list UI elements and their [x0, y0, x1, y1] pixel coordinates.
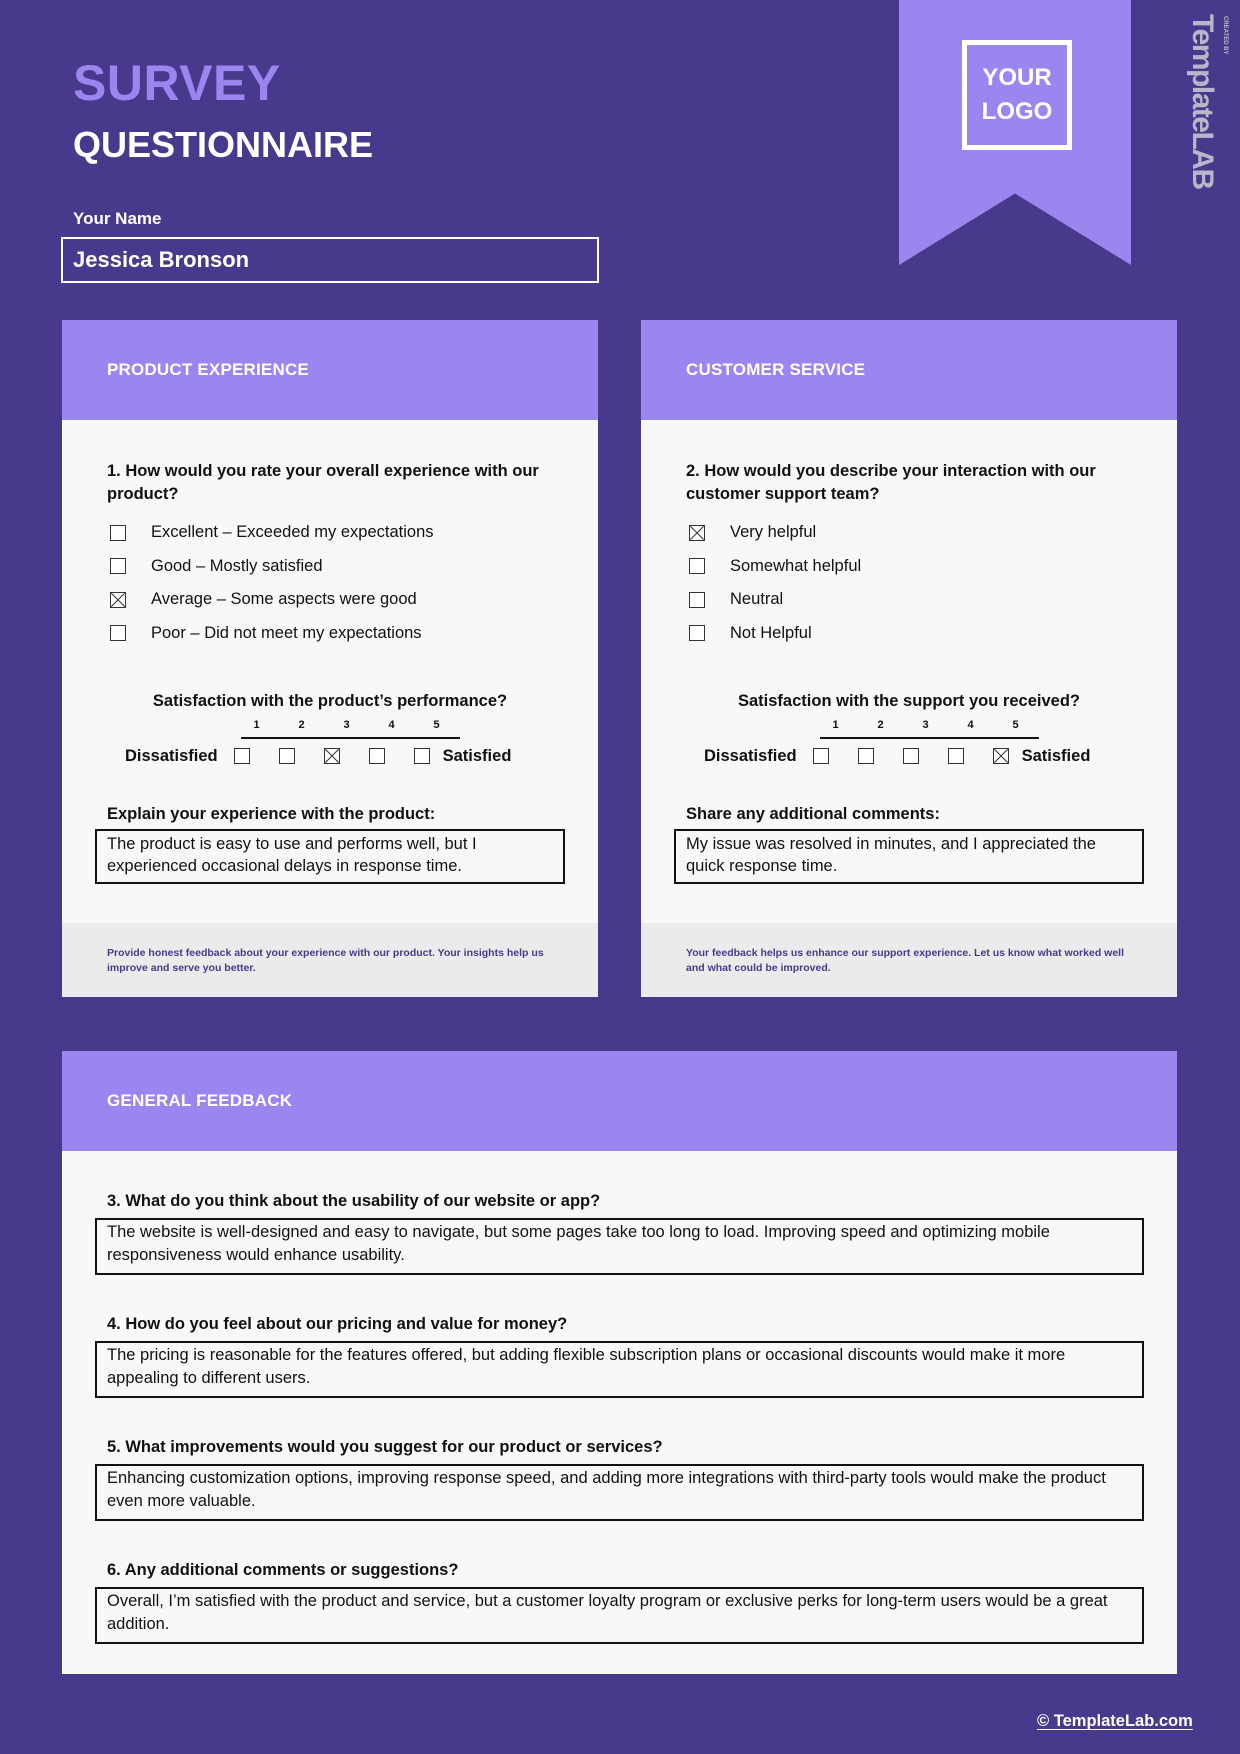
customer-service-header: CUSTOMER SERVICE: [641, 320, 1177, 420]
scale-number: 1: [253, 719, 260, 731]
scale-divider: [820, 737, 1039, 739]
general-feedback-header: GENERAL FEEDBACK: [62, 1051, 1177, 1151]
option-not-helpful[interactable]: [686, 617, 1132, 651]
scale-checkbox-4[interactable]: [948, 748, 964, 764]
questionnaire-title: QUESTIONNAIRE: [73, 124, 374, 165]
product-experience-header: PRODUCT EXPERIENCE: [62, 320, 598, 420]
scale-number: 4: [967, 719, 974, 731]
support-satisfaction-scale: [686, 715, 1132, 775]
option-neutral[interactable]: [686, 583, 1132, 617]
product-scale-title: Satisfaction with the product’s performance?: [152, 692, 508, 710]
scale-checkbox-2[interactable]: [279, 748, 295, 764]
answer-4-field[interactable]: The pricing is reasonable for the features offered, but adding flexible subscription plans or occasional discounts would make it more appealing to different users.: [95, 1341, 1144, 1398]
scale-checkbox-2[interactable]: [858, 748, 874, 764]
feedback-item-6: [107, 1559, 1132, 1644]
option-label: Good – Mostly satisfied: [151, 556, 323, 575]
watermark-created-by: CREATED BY: [1222, 16, 1228, 55]
scale-checkbox-3-checked[interactable]: [324, 748, 340, 764]
scale-numbers: [813, 719, 1038, 731]
checked-checkbox-icon[interactable]: [689, 525, 705, 541]
checkbox-icon[interactable]: [689, 592, 705, 608]
option-excellent[interactable]: [107, 516, 553, 550]
explain-label: Explain your experience with the product:: [107, 805, 436, 823]
option-good[interactable]: [107, 550, 553, 584]
scale-row: [704, 743, 1090, 769]
question-1: 1. How would you rate your overall experience with our product?: [107, 462, 539, 503]
watermark-logo-icon: TemplateLAB: [1186, 14, 1219, 189]
scale-row: [125, 743, 511, 769]
logo-text-line2: LOGO: [981, 98, 1053, 125]
question-2-options: [686, 516, 1132, 650]
option-average[interactable]: [107, 583, 553, 617]
feedback-item-3: [107, 1190, 1132, 1275]
scale-number: 1: [832, 719, 839, 731]
name-label: Your Name: [73, 209, 162, 228]
question-2: 2. How would you describe your interaction with our customer support team?: [686, 462, 1096, 503]
scale-number: 5: [433, 719, 440, 731]
explain-answer-field[interactable]: The product is easy to use and performs well, but I experienced occasional delays in response time.: [95, 829, 565, 884]
scale-divider: [241, 737, 460, 739]
question-1-options: [107, 516, 553, 650]
product-footer-note: Provide honest feedback about your experience with our product. Your insights help us improve and serve you better.: [62, 923, 598, 997]
scale-min-label: Dissatisfied: [704, 746, 797, 765]
scale-checkbox-1[interactable]: [234, 748, 250, 764]
scale-number: 5: [1012, 719, 1019, 731]
answer-3-field[interactable]: The website is well-designed and easy to navigate, but some pages take too long to load. Improving speed and optimizing mobile responsiveness would enhance usability.: [95, 1218, 1144, 1275]
checkbox-icon[interactable]: [110, 625, 126, 641]
question-4: 4. How do you feel about our pricing and value for money?: [107, 1315, 568, 1333]
option-very-helpful[interactable]: [686, 516, 1132, 550]
checkbox-icon[interactable]: [689, 625, 705, 641]
checkbox-icon[interactable]: [110, 558, 126, 574]
option-poor[interactable]: [107, 617, 553, 651]
scale-max-label: Satisfied: [1021, 746, 1091, 765]
scale-min-label: Dissatisfied: [125, 746, 218, 765]
scale-checkbox-3[interactable]: [903, 748, 919, 764]
logo-text-line1: YOUR: [982, 64, 1052, 91]
question-3: 3. What do you think about the usability of our website or app?: [107, 1192, 601, 1210]
checked-checkbox-icon[interactable]: [110, 592, 126, 608]
option-label: Excellent – Exceeded my expectations: [151, 523, 434, 542]
answer-6-field[interactable]: Overall, I’m satisfied with the product and service, but a customer loyalty program or exclusive perks for long-term users would be a great addition.: [95, 1587, 1144, 1644]
question-6: 6. Any additional comments or suggestions?: [107, 1561, 459, 1579]
option-label: Somewhat helpful: [730, 556, 862, 575]
general-feedback-panel: [62, 1051, 1177, 1674]
name-input[interactable]: Jessica Bronson: [61, 237, 599, 283]
customer-service-panel: [641, 320, 1177, 997]
feedback-item-4: [107, 1313, 1132, 1398]
scale-number: 3: [922, 719, 929, 731]
scale-checkbox-4[interactable]: [369, 748, 385, 764]
scale-number: 2: [298, 719, 305, 731]
scale-number: 4: [388, 719, 395, 731]
option-label: Not Helpful: [730, 623, 812, 642]
product-satisfaction-scale: [107, 715, 553, 775]
feedback-item-5: [107, 1436, 1132, 1521]
option-somewhat-helpful[interactable]: [686, 550, 1132, 584]
survey-title: SURVEY: [73, 55, 281, 111]
templatelab-watermark: [1186, 14, 1228, 204]
option-label: Very helpful: [730, 523, 817, 542]
scale-number: 2: [877, 719, 884, 731]
scale-checkbox-5[interactable]: [414, 748, 430, 764]
support-scale-title: Satisfaction with the support you received?: [738, 692, 1080, 710]
comments-answer-field[interactable]: My issue was resolved in minutes, and I appreciated the quick response time.: [674, 829, 1144, 884]
option-label: Average – Some aspects were good: [151, 590, 417, 609]
scale-numbers: [234, 719, 459, 731]
comments-label: Share any additional comments:: [686, 805, 940, 823]
scale-max-label: Satisfied: [442, 746, 512, 765]
checkbox-icon[interactable]: [110, 525, 126, 541]
checkbox-icon[interactable]: [689, 558, 705, 574]
scale-number: 3: [343, 719, 350, 731]
scale-checkbox-5-checked[interactable]: [993, 748, 1009, 764]
option-label: Neutral: [730, 590, 784, 609]
logo-placeholder: [962, 40, 1072, 150]
question-5: 5. What improvements would you suggest for our product or services?: [107, 1438, 663, 1456]
answer-5-field[interactable]: Enhancing customization options, improving response speed, and adding more integrations with third-party tools would make the product even more valuable.: [95, 1464, 1144, 1521]
templatelab-copyright-link[interactable]: © TemplateLab.com: [1037, 1712, 1193, 1730]
product-experience-panel: [62, 320, 598, 997]
scale-checkbox-1[interactable]: [813, 748, 829, 764]
option-label: Poor – Did not meet my expectations: [151, 623, 422, 642]
support-footer-note: Your feedback helps us enhance our support experience. Let us know what worked well and what could be improved.: [641, 923, 1177, 997]
